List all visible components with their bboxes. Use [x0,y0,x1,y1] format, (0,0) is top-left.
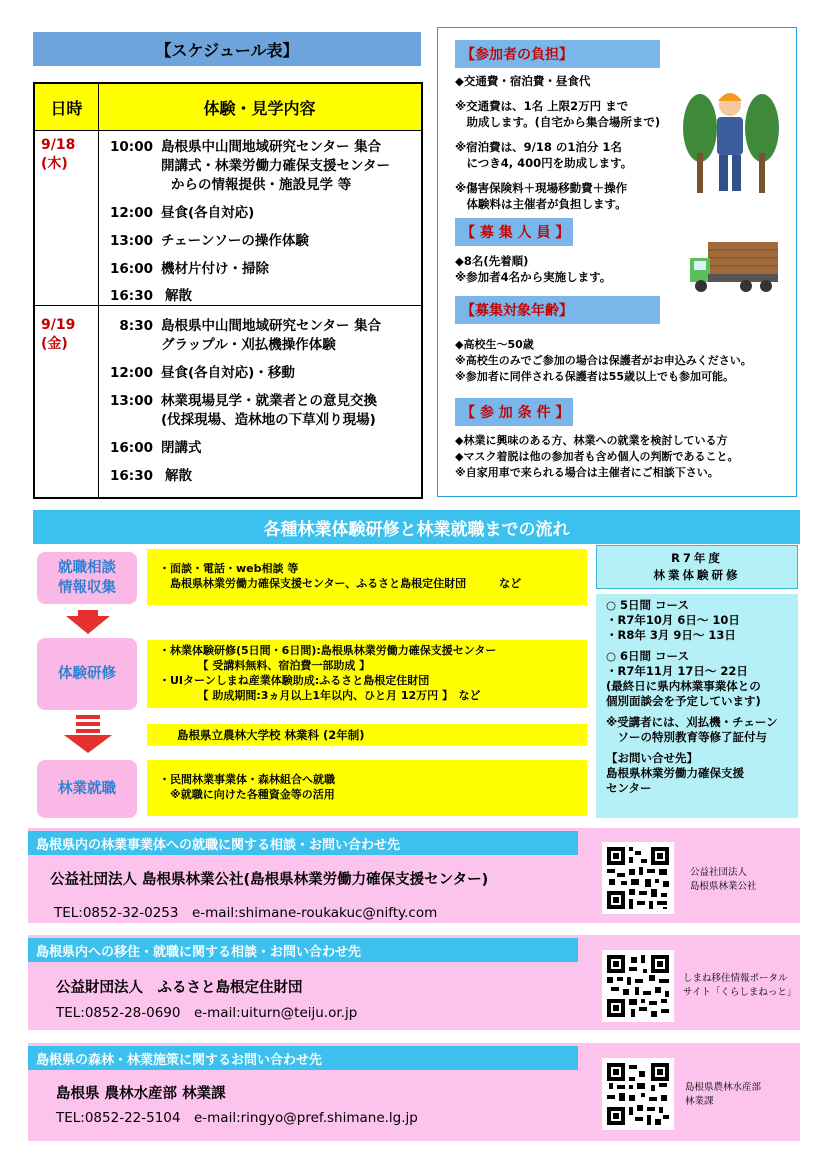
qr-label-3: 島根県農林水産部 林業課 [685,1082,762,1107]
header-content: 体験・見学内容 [203,98,316,118]
step-employment: 林業就職 [37,760,137,818]
age-title: 【募集対象年齢】 [455,296,660,324]
condition-text: ◆林業に興味のある方、林業への就業を検討している方 ◆マスク着脱は他の参加者も含め個人の判断であること。 ※自家用車で来られる場合は主催者にご相談下さい。 [455,434,739,479]
qr-code-icon[interactable] [602,950,674,1022]
schedule-row: 16:00 閉講式 [110,440,202,456]
schedule-table [33,82,423,499]
step-training: 体験研修 [37,638,137,710]
flow-title: 各種林業体験研修と林業就職までの流れ [33,510,800,544]
recruit-text: ◆8名(先着順) ※参加者4名から実施します。 [455,254,612,284]
contact-tel-2[interactable]: TEL:0852-28-0690 e-mail:uiturn@teiju.or.jp [56,1005,358,1021]
age-text: ◆高校生～50歳 ※高校生のみでご参加の場合は保護者がお申込みください。 ※参加者に同伴される保護者は55歳以上でも参加可能。 [455,338,752,383]
contact-bar-3: 島根県の森林・林業施策に関するお問い合わせ先 [28,1046,578,1070]
schedule-row: 開講式・林業労働力確保支援センター [161,158,390,174]
schedule-row: 13:00 チェーンソーの操作体験 [110,233,309,249]
day2-date: 9/19 (金) [41,317,76,352]
cost-title: 【参加者の負担】 [455,40,660,68]
contact-tel-1[interactable]: TEL:0852-32-0253 e-mail:shimane-roukakuc@nifty.com [54,905,438,921]
info-panel [437,27,797,497]
contact-tel-3[interactable]: TEL:0852-22-5104 e-mail:ringyo@pref.shimane.lg.jp [56,1110,418,1126]
qr-label-1: 公益社団法人 島根県林業公社 [690,867,757,892]
forest-worker-illustration [678,83,783,198]
contact-bar-2: 島根県内への移住・就職に関する相談・お問い合わせ先 [28,938,578,962]
step-training-detail: ・林業体験研修(5日間・6日間):島根県林業労働力確保支援センター 【 受講料無料、宿泊費一部助成 】 ・UIターンしまね産業体験助成:ふるさと島根定住財団 【 助成期間:3ヵ月以上1年以内、ひと月 12万円 】 など [147,640,587,708]
r7-title: R7年度 林業体験研修 [596,545,798,589]
schedule-row: 16:30 解散 [110,288,192,304]
qr-label-2: しまね移住情報ポータル サイト「くらしまねっと」 [683,973,797,998]
schedule-row: 13:00 林業現場見学・就業者との意見交換 [110,393,377,409]
schedule-row: 10:00 島根県中山間地域研究センター 集合 [110,139,382,155]
cost-text: ◆交通費・宿泊費・昼食代 ※交通費は、1名 上限2万円 まで 助成します。(自宅から集合場所まで) ※宿泊費は、9/18 の1泊分 1名 につき4, 400円を助成します。 ※傷害保険料＋現場移動費＋操作 体験料は主催者が負担します。 [455,74,661,211]
schedule-title: 【スケジュール表】 [33,32,421,66]
condition-title: 【 参 加 条 件 】 [455,398,573,426]
recruit-title: 【 募 集 人 員 】 [455,218,573,246]
header-date: 日時 [50,98,83,118]
schedule-row: からの情報提供・施設見学 等 [171,177,352,193]
schedule-row: 16:00 機材片付け・掃除 [110,261,269,277]
schedule-row: グラップル・刈払機操作体験 [161,337,336,353]
r7-course-info: ○ 5日間 コース ・R7年10月 6日～ 10日 ・R8年 3月 9日～ 13日 ○ 6日間 コース ・R7年11月 17日～ 22日 (最終日に県内林業事業体との 個別面談会を予定しています) ※受講者には、刈払機・チェーン ソーの特別教育等修了証付与 【お問い合せ先】 島根県林業労働力確保支援 センター [596,594,798,818]
qr-code-icon[interactable] [602,1058,674,1130]
arrow-down-icon [58,715,118,755]
schedule-row: (伐採現場、造林地の下草刈り現場) [161,412,376,428]
contact-name-3: 島根県 農林水産部 林業課 [56,1086,226,1102]
contact-name-1: 公益社団法人 島根県林業公社(島根県林業労働力確保支援センター) [50,872,489,888]
schedule-header [35,84,421,131]
contact-name-2: 公益財団法人 ふるさと島根定住財団 [56,980,303,996]
day1-date: 9/18 (木) [41,137,76,172]
school-info: 島根県立農林大学校 林業科 (2年制) [147,724,587,746]
step-consult-detail: ・面談・電話・web相談 等 島根県林業労働力確保支援センター、ふるさと島根定住財団 など [147,549,587,605]
schedule-row: 12:00 昼食(各自対応)・移動 [110,365,295,381]
logging-truck-illustration [686,236,781,294]
contact-bar-1: 島根県内の林業事業体への就職に関する相談・お問い合わせ先 [28,831,578,855]
arrow-down-icon [58,610,118,636]
step-employment-detail: ・民間林業事業体・森林組合へ就職 ※就職に向けた各種資金等の活用 [147,760,587,816]
step-consult: 就職相談 情報収集 [37,552,137,604]
qr-code-icon[interactable] [602,842,674,914]
schedule-row: 12:00 昼食(各自対応) [110,205,255,221]
schedule-row: 16:30 解散 [110,468,192,484]
schedule-row: 8:30 島根県中山間地域研究センター 集合 [119,318,382,334]
